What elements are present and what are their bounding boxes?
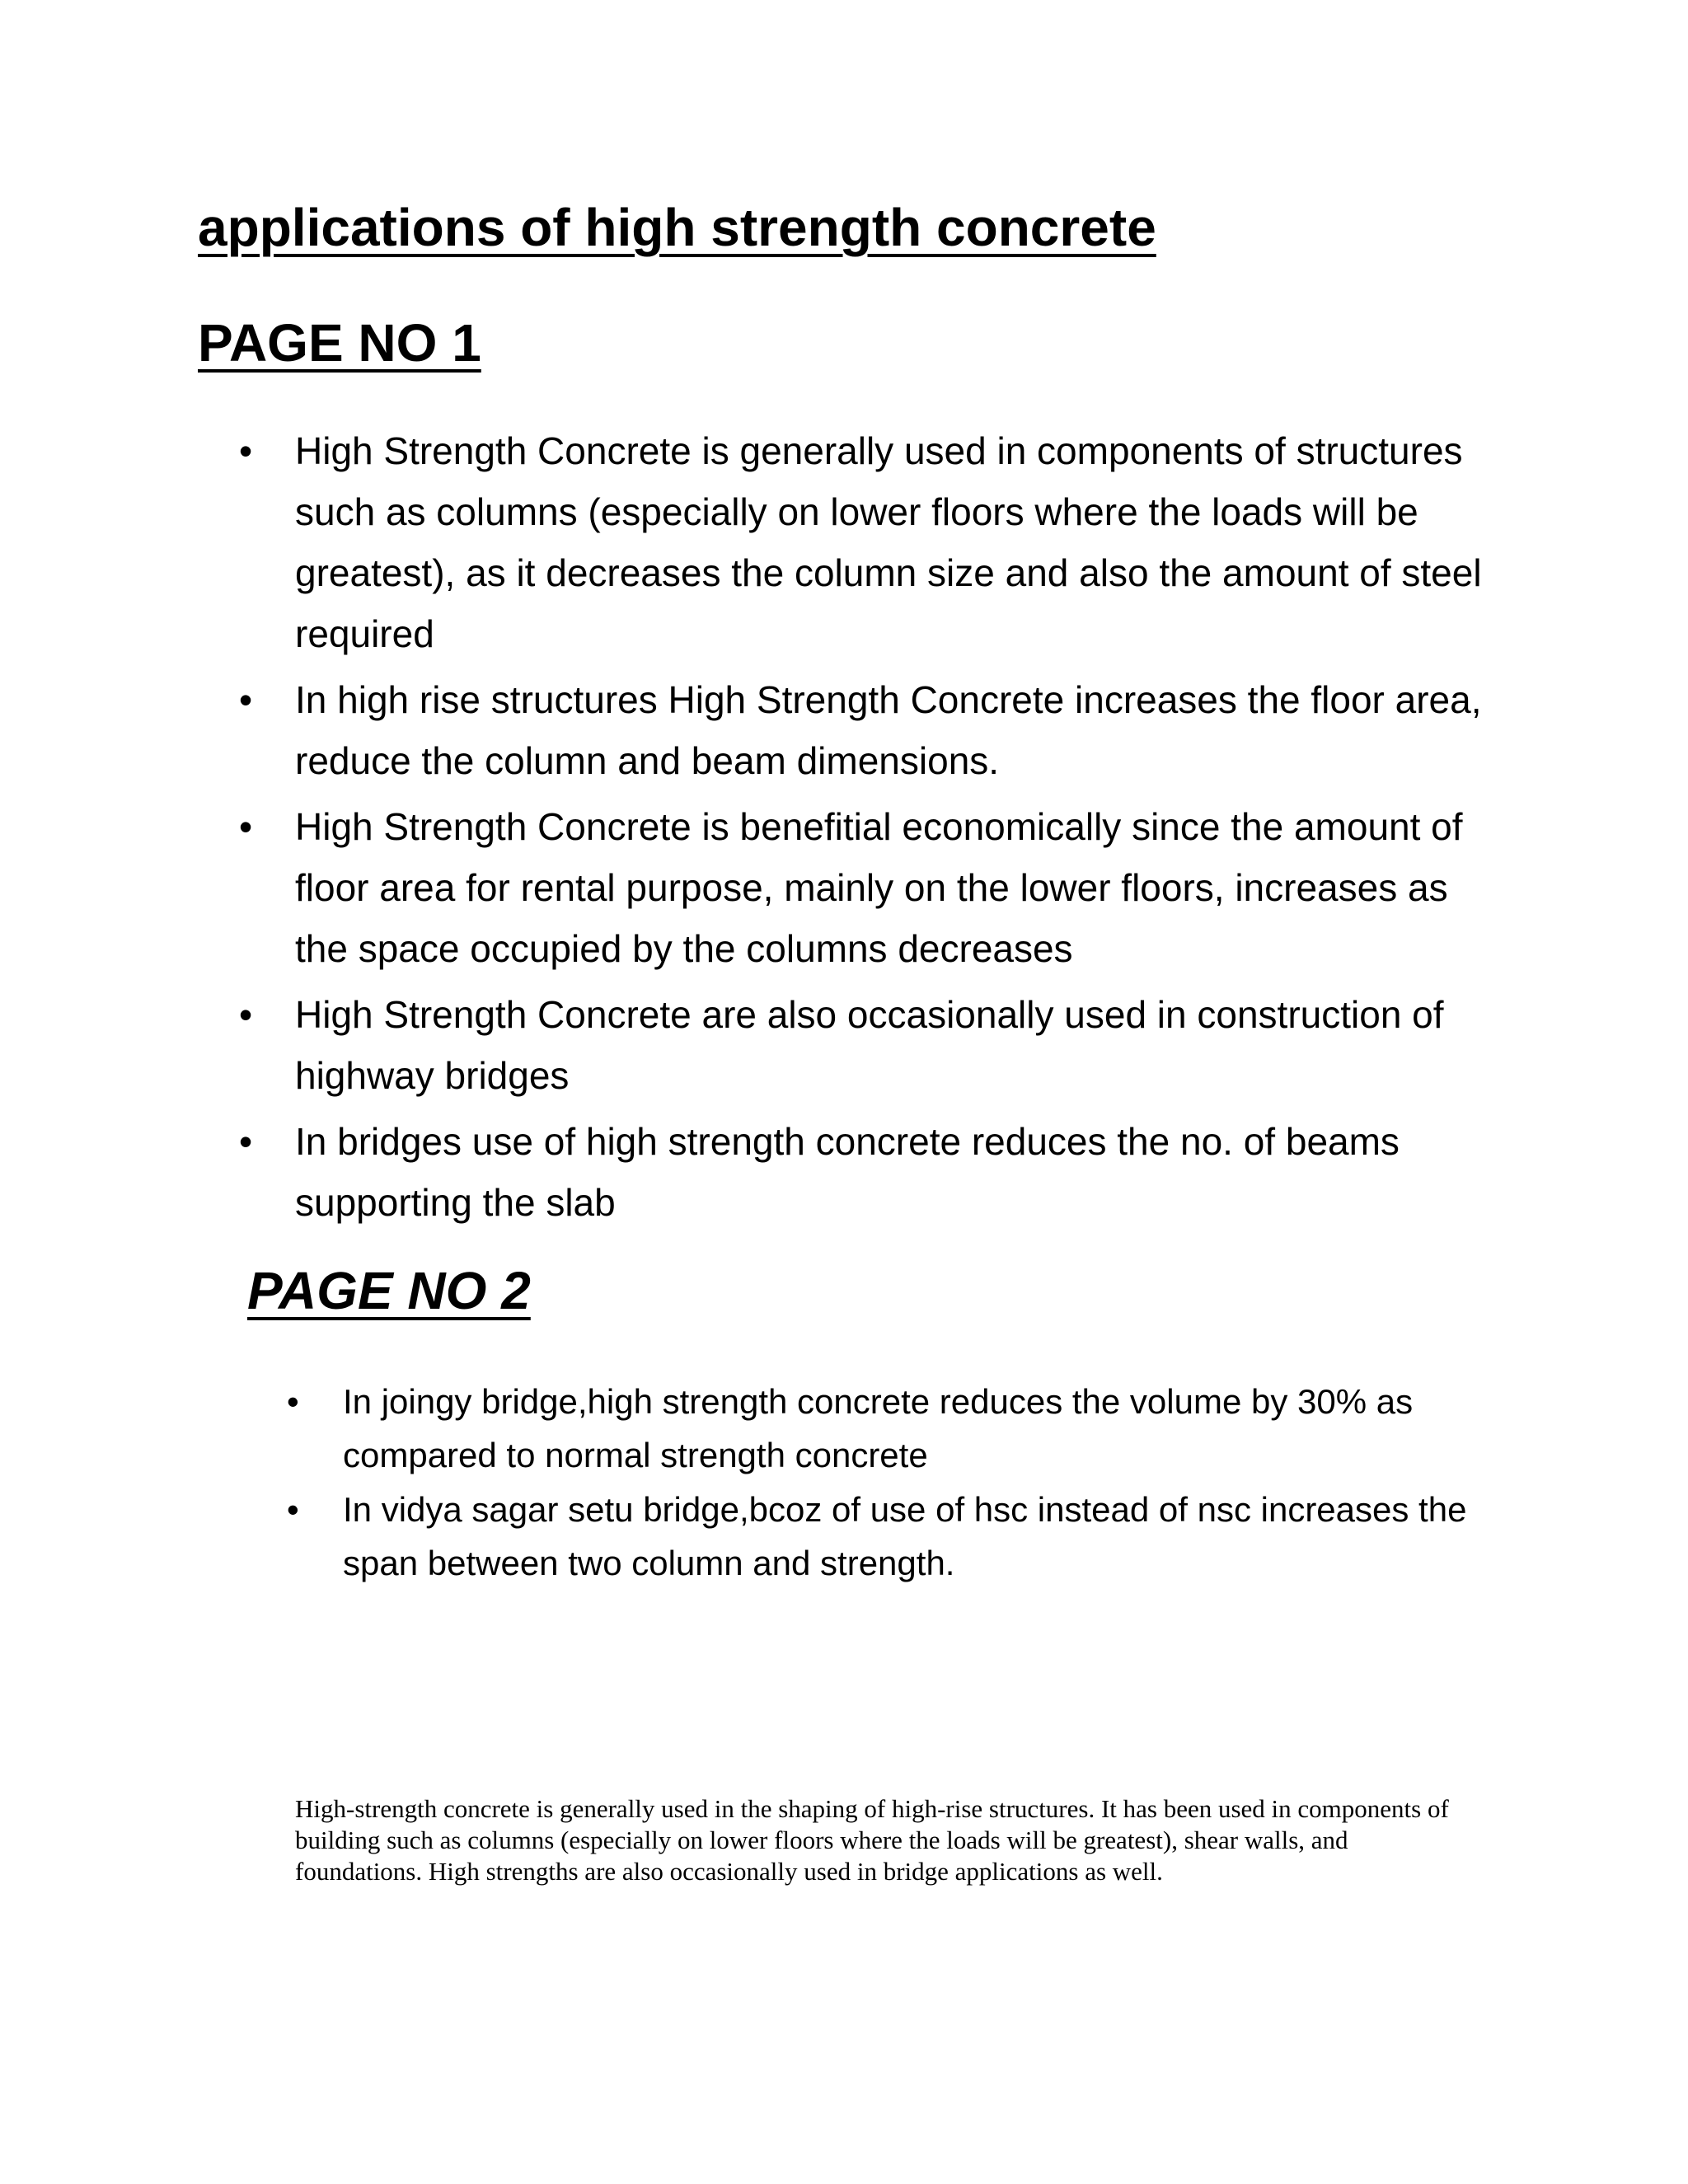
section-1-bullet-list [239,420,1492,1238]
list-item [287,1375,1490,1482]
list-item [239,984,1492,1106]
bullet-icon: • [239,429,253,472]
bullet-icon: • [239,1120,253,1163]
list-item [239,796,1492,979]
footnote-paragraph: High-strength concrete is generally used in the shaping of high-rise structures. It has been used in components of building such as columns (especially on lower floors where the loads will be greatest), shear walls, and foundations. High strengths are also occasionally used in bridge applications as well. [295,1794,1449,1886]
document-title: applications of high strength concrete [198,198,1156,257]
list-item [239,1111,1492,1233]
section-2-bullet-list [287,1375,1490,1591]
list-item-text: In high rise structures High Strength Concrete increases the floor area, reduce the column and beam dimensions. [295,678,1482,782]
bullet-icon: • [239,805,253,848]
bullet-icon: • [239,993,253,1036]
list-item-text: High Strength Concrete are also occasionally used in construction of highway bridges [295,993,1444,1097]
list-item [287,1483,1490,1590]
list-item-text: In joingy bridge,high strength concrete reduces the volume by 30% as compared to normal strength concrete [343,1382,1414,1474]
list-item [239,669,1492,791]
bullet-icon: • [239,678,253,721]
section-heading-page-2: PAGE NO 2 [247,1261,531,1320]
list-item-text: In bridges use of high strength concrete reduces the no. of beams supporting the slab [295,1120,1400,1224]
bullet-icon: • [287,1382,299,1421]
list-item-text: High Strength Concrete is benefitial economically since the amount of floor area for rental purpose, mainly on the lower floors, increases as the space occupied by the columns decreases [295,805,1463,970]
section-heading-page-1: PAGE NO 1 [198,313,481,373]
list-item-text: In vidya sagar setu bridge,bcoz of use of hsc instead of nsc increases the span between two column and strength. [343,1490,1467,1582]
bullet-icon: • [287,1490,299,1529]
list-item [239,420,1492,664]
list-item-text: High Strength Concrete is generally used in components of structures such as columns (especially on lower floors where the loads will be greatest), as it decreases the column size and also the amount of steel required [295,429,1482,655]
